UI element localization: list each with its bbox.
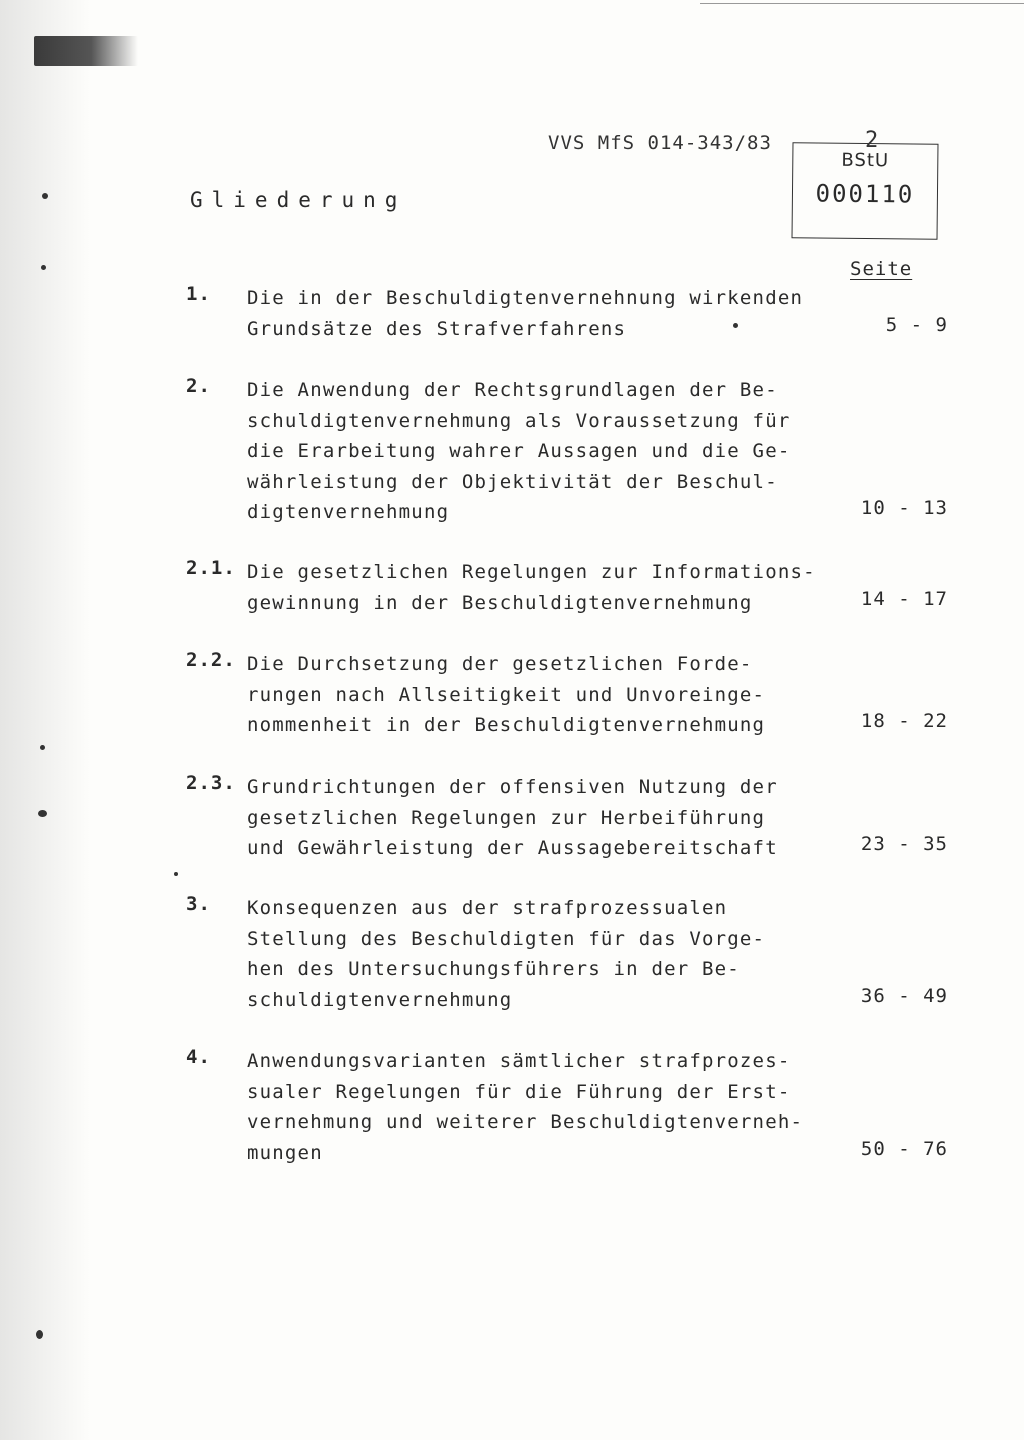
toc-entry-pages: 5 - 9 [885,313,948,336]
page-column-header: Seite [850,258,913,280]
toc-entry-line: sualer Regelungen für die Führung der Erst- [247,1080,791,1103]
toc-entry-line: gewinnung in der Beschuldigtenvernehmung [247,591,753,614]
toc-entry-pages: 36 - 49 [860,984,948,1007]
toc-entry-title [247,1046,817,1168]
toc-entry-line: vernehmung und weiterer Beschuldigtenverneh- [247,1111,804,1133]
speck [42,193,48,199]
toc-entry-pages: 10 - 13 [860,497,948,519]
toc-entry-line: Grundsätze des Strafverfahrens [247,317,627,340]
toc-entry-line: die Erarbeitung wahrer Aussagen und die Ge- [247,440,791,462]
toc-entry-line: digtenvernehmung [247,501,450,523]
toc-entry-number: 2.1. [186,557,236,579]
toc-entry-line: Konsequenzen aus der strafprozessualen [247,897,728,919]
scan-edge-line [700,3,1024,4]
speck [41,265,46,270]
scan-shadow [0,0,90,1440]
toc-entry-line: mungen [247,1141,323,1164]
toc-entry-number: 1. [186,283,211,305]
toc-entry-line: Stellung des Beschuldigten für das Vorge- [247,927,766,950]
toc-entry-title [247,649,817,741]
toc-entry-number: 2. [186,375,211,397]
toc-entry-line: rungen nach Allseitigkeit und Unvoreinge- [247,683,766,706]
toc-entry-line: nommenheit in der Beschuldigtenvernehmung [247,714,766,736]
toc-entry-number: 4. [186,1046,211,1068]
toc-entry-line: Die in der Beschuldigtenvernehnung wirkenden [247,287,804,309]
toc-entry-line: und Gewährleistung der Aussagebereitschaft [247,837,778,859]
toc-entry-line: Die gesetzlichen Regelungen zur Informations- [247,561,816,583]
toc-entry-title [247,375,817,528]
toc-entry-title [247,283,817,344]
archive-stamp [792,142,939,240]
speck [40,745,45,750]
stamp-number: 000110 [815,179,915,209]
toc-entry-line: schuldigtenvernehmung als Voraussetzung für [247,409,791,432]
toc-entry-number: 3. [186,893,211,915]
toc-entry-pages: 14 - 17 [860,587,948,610]
toc-entry-pages: 50 - 76 [860,1137,948,1160]
toc-entry-line: Die Anwendung der Rechtsgrundlagen der Be- [247,379,778,401]
toc-entry-pages: 23 - 35 [860,833,948,855]
toc-entry-title [247,893,817,1015]
toc-entry-pages: 18 - 22 [860,710,948,732]
toc-entry-line: Die Durchsetzung der gesetzlichen Forde- [247,653,753,675]
speck [174,872,178,876]
toc-entry-line: Anwendungsvarianten sämtlicher strafprozes- [247,1050,791,1072]
stamp-organization: BStU [841,149,890,172]
toc-entry-line: gesetzlichen Regelungen zur Herbeiführung [247,806,766,829]
toc-entry-line: schuldigtenvernehmung [247,988,513,1011]
toc-entry-line: Grundrichtungen der offensiven Nutzung der [247,776,778,798]
toc-entry-number: 2.2. [186,649,236,671]
page-title: Gliederung [190,188,407,212]
page-number: 2 [865,128,879,153]
scan-smudge [34,36,138,66]
toc-entry-line: währleistung der Objektivität der Beschul- [247,470,778,493]
document-reference: VVS MfS 014-343/83 [548,132,772,154]
speck [38,810,47,817]
toc-entry-title [247,772,817,864]
toc-entry-line: hen des Untersuchungsführers in der Be- [247,958,740,980]
toc-entry-number: 2.3. [186,772,236,794]
toc-entry-title [247,557,817,618]
speck [36,1330,43,1339]
